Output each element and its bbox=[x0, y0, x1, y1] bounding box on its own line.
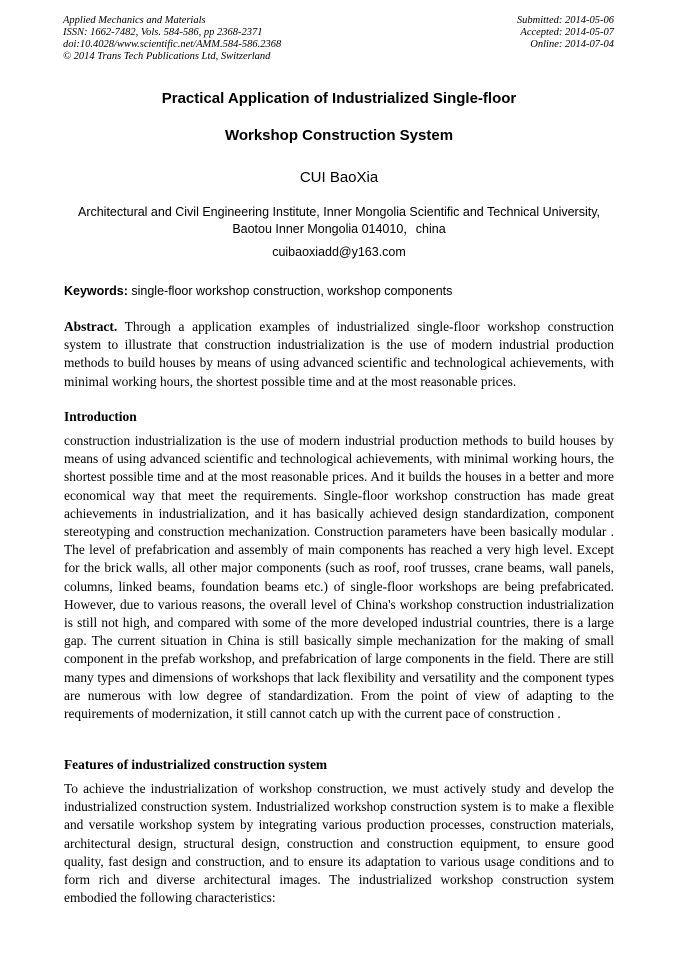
accepted-date: Accepted: 2014-05-07 bbox=[520, 27, 614, 38]
publication-info bbox=[63, 15, 281, 63]
keywords bbox=[64, 284, 624, 298]
doi-line: doi:10.4028/www.scientific.net/AMM.584-586.2368 bbox=[63, 39, 282, 50]
features-paragraph: To achieve the industrialization of workshop construction, we must actively study and develop the industrialized construction system. Industrialized workshop construction system is to make a flexible and versatile workshop system by integrating various production processes, construction materials, architectural design, structural design, construction and construction equipment, to ensure good quality, fast design and construction, and to ensure its adaptation to various usage conditions and to form rich and diverse architectural images. The industrialized workshop construction system embodied the following characteristics: bbox=[64, 781, 614, 906]
paper-title-line1: Practical Application of Industrialized Single-floor bbox=[161, 90, 517, 107]
journal-name: Applied Mechanics and Materials bbox=[63, 15, 206, 26]
copyright-line: © 2014 Trans Tech Publications Ltd, Switzerland bbox=[63, 51, 271, 62]
affiliation bbox=[64, 204, 614, 238]
affiliation-line1: Architectural and Civil Engineering Institute, Inner Mongolia Scientific and Technical University, bbox=[77, 205, 601, 219]
features-heading: Features of industrialized construction system bbox=[64, 757, 328, 772]
abstract-text: Through a application examples of industrialized single-floor workshop construction system to illustrate that construction industrialization is the use of modern industrial production methods to build houses by means of using advanced scientific and technological achievements, with minimal working hours, the shortest possible time and at the most reasonable prices. bbox=[64, 319, 614, 389]
introduction-heading: Introduction bbox=[64, 409, 137, 424]
online-date: Online: 2014-07-04 bbox=[530, 39, 614, 50]
introduction-paragraph: construction industrialization is the use of modern industrial production methods to build houses by means of using advanced scientific and technological achievements, with minimal working hours, the shortest possible time and at the most reasonable prices. And it builds the houses in a better and more economical way that meet the requirements. Single-floor workshop construction has made great achievements in industrialization, and it has basically achieved design standardization, component stereotyping and construction mechanization. Construction parameters have been basically modular . The level of prefabrication and assembly of main components has reached a very high level. Except for the brick walls, all other major components (such as roof, roof trusses, crane beams, wall panels, columns, linked beams, foundation beams etc.) of single-floor workshops are being prefabricated. However, due to various reasons, the overall level of China's workshop construction industrialization is still not high, and compared with some of the more developed industrial countries, there is a large gap. The current situation in China is still basically simple mechanization for the making of small component in the prefab workshop, and prefabrication of large components in the field. There are still many types and dimensions of workshops that lack flexibility and versatility and the component types are numerous with low degree of standardization. From the point of view of adapting to the requirements of modernization, it still cannot catch up with the current pace of construction . bbox=[64, 433, 614, 722]
author-name: CUI BaoXia bbox=[299, 169, 379, 186]
abstract bbox=[64, 318, 614, 391]
issn-line: ISSN: 1662-7482, Vols. 584-586, pp 2368-2371 bbox=[63, 27, 263, 38]
author-email: cuibaoxiadd@y163.com bbox=[272, 245, 406, 259]
publication-dates bbox=[517, 15, 614, 51]
submitted-date: Submitted: 2014-05-06 bbox=[516, 15, 614, 26]
affiliation-line2: Baotou Inner Mongolia 014010，china bbox=[232, 222, 446, 236]
paper-title-line2: Workshop Construction System bbox=[224, 127, 454, 144]
keywords-text: single-floor workshop construction, workshop components bbox=[127, 284, 453, 298]
keywords-label: Keywords: bbox=[64, 284, 128, 298]
abstract-label: Abstract. bbox=[64, 319, 118, 334]
